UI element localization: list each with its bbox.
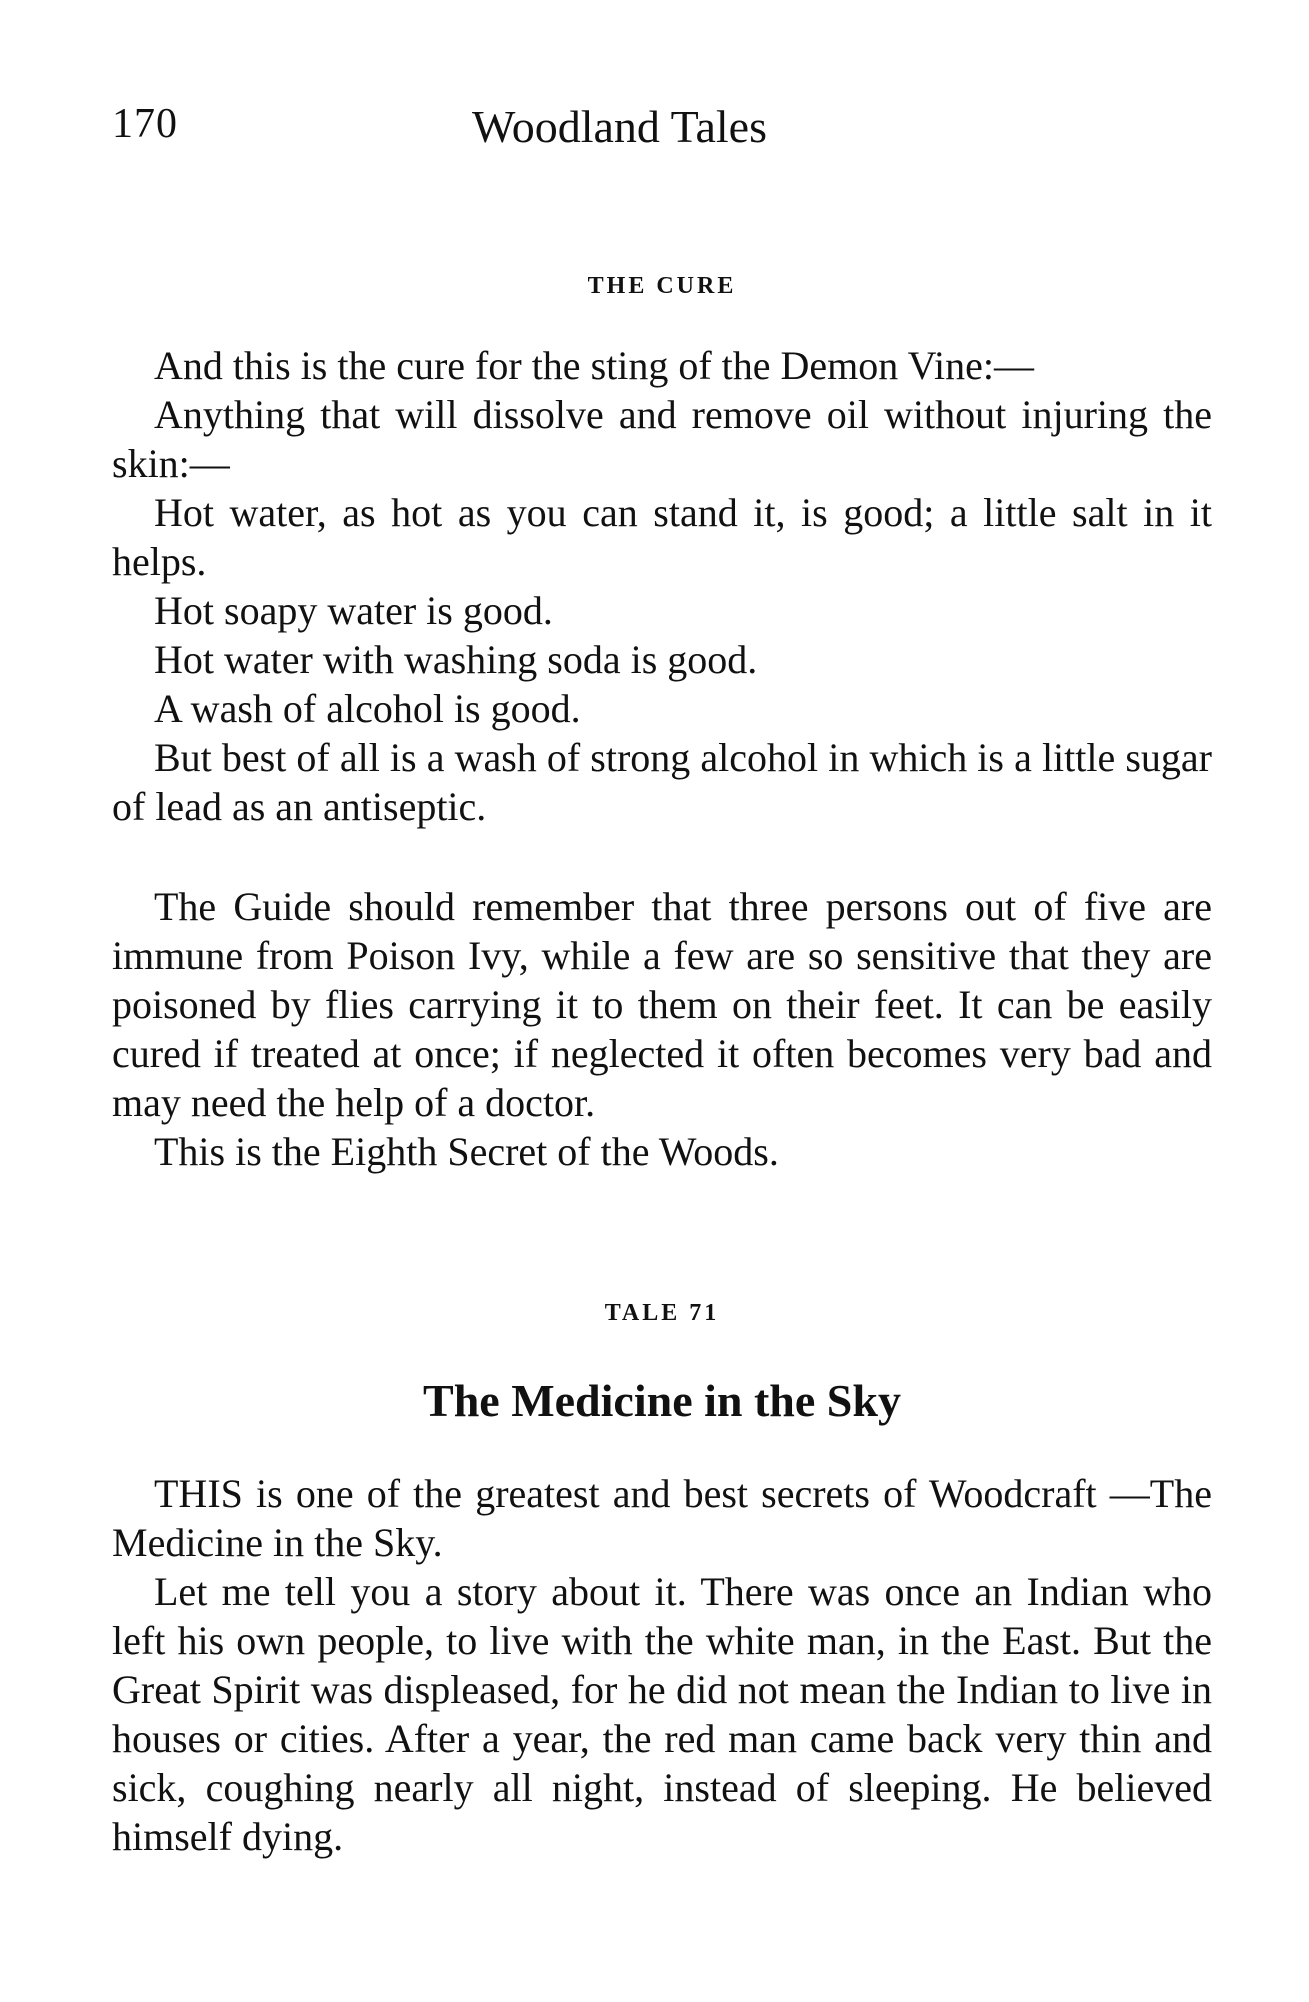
cure-line: But best of all is a wash of strong alcohol in which is a little sugar of lead as an antiseptic. [112,735,1212,829]
eighth-secret-line: This is the Eighth Secret of the Woods. [154,1129,779,1174]
tale-paragraph: Let me tell you a story about it. There was once an Indian who left his own people, to live with the white man, in the East. But the Great Spirit was displeased, for he did not mean the Indian to live in houses or cities. After a year, the red man came back very thin and sick, coughing nearly all night, instead of sleeping. He believed himself dying. [112,1569,1212,1859]
tale-paragraph: THIS is one of the greatest and best secrets of Woodcraft —The Medicine in the Sky. [112,1471,1212,1565]
tale-section [112,1289,1212,1861]
tale-label: TALE 71 [604,1300,720,1326]
guide-paragraph: The Guide should remember that three persons out of five are immune from Poison Ivy, while a few are so sensitive that they are poisoned by flies carrying it to them on their feet. It can be easily cured if treated at once; if neglected it often becomes very bad and may need the help of a doctor. [112,884,1212,1125]
cure-line: Hot water with washing soda is good. [154,637,758,682]
running-head [112,100,1212,160]
cure-line: Hot water, as hot as you can stand it, is good; a little salt in it helps. [112,490,1212,584]
page-number: 170 [112,101,178,147]
cure-line: Anything that will dissolve and remove oil without injuring the skin:— [112,392,1212,486]
cure-line: A wash of alcohol is good. [154,686,581,731]
running-title: Woodland Tales [472,101,768,152]
tale-title: The Medicine in the Sky [423,1375,901,1426]
cure-section [112,262,1212,831]
cure-heading: THE CURE [587,273,737,299]
guide-section [112,882,1212,1176]
cure-line: Hot soapy water is good. [154,588,553,633]
cure-line: And this is the cure for the sting of the Demon Vine:— [154,343,1035,388]
